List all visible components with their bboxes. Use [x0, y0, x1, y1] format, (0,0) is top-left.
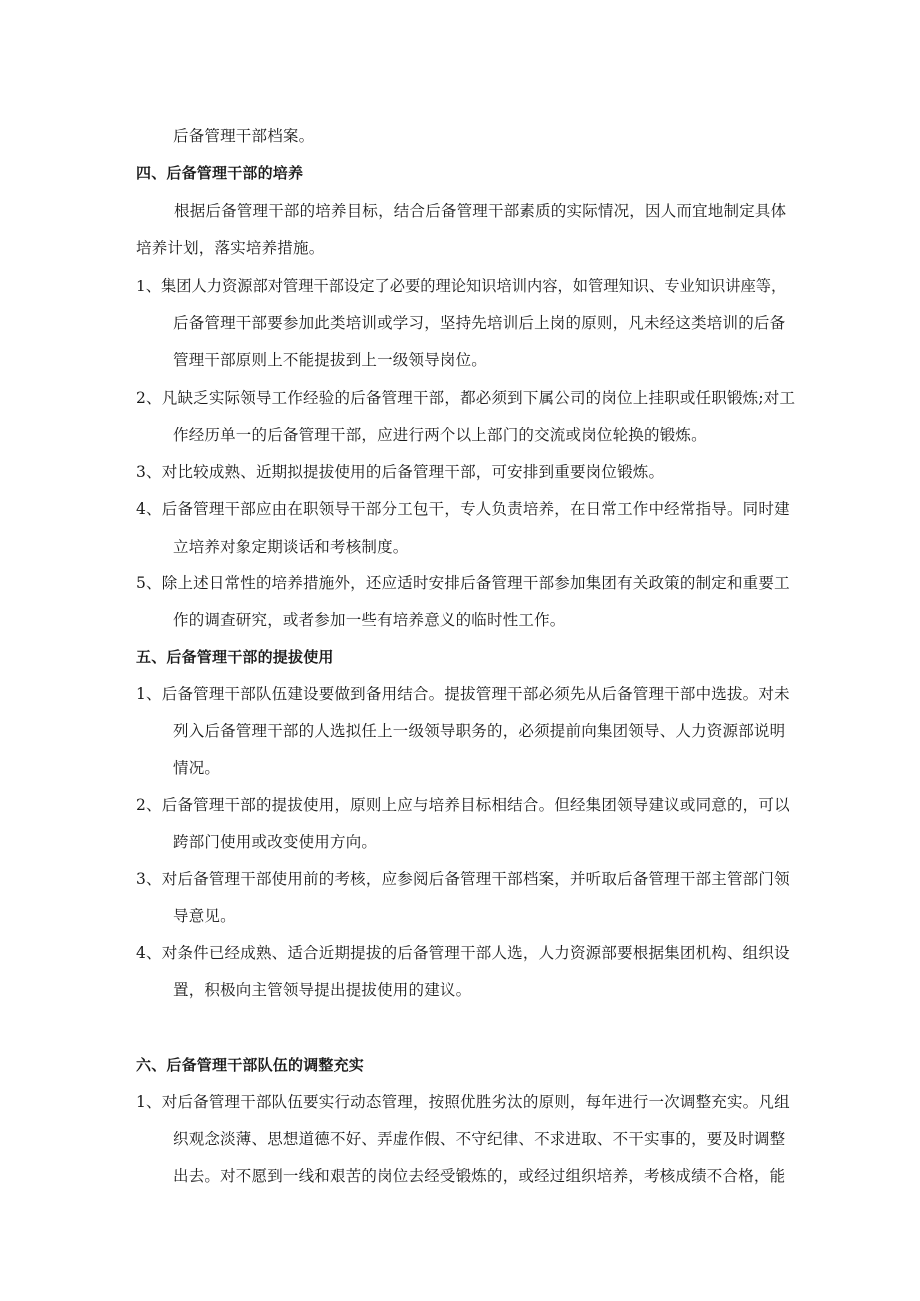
section-heading-4: 四、后备管理干部的培养 [136, 164, 304, 182]
list-item-text: 跨部门使用或改变使用方向。 [173, 833, 378, 851]
list-item-text: 4、对条件已经成熟、适合近期提拔的后备管理干部人选，人力资源部要根据集团机构、组织设 [136, 944, 790, 962]
list-item-text: 2、凡缺乏实际领导工作经验的后备管理干部，都必须到下属公司的岗位上挂职或任职锻炼;对工 [136, 389, 796, 407]
list-item-text: 1、集团人力资源部对管理干部设定了必要的理论知识培训内容，如管理知识、专业知识讲座等， [136, 277, 787, 295]
list-item-text: 后备管理干部要参加此类培训或学习，坚持先培训后上岗的原则，凡未经这类培训的后备 [173, 314, 786, 332]
list-item-text: 置，积极向主管领导提出提拔使用的建议。 [173, 981, 472, 999]
body-text: 培养计划，落实培养措施。 [136, 239, 325, 257]
list-item-text: 立培养对象定期谈话和考核制度。 [173, 538, 409, 556]
list-item-text: 出去。对不愿到一线和艰苦的岗位去经受锻炼的，或经过组织培养，考核成绩不合格，能 [173, 1167, 786, 1185]
list-item-text: 作的调查研究，或者参加一些有培养意义的临时性工作。 [173, 611, 566, 629]
list-item-text: 导意见。 [173, 907, 236, 925]
list-item-text: 2、后备管理干部的提拔使用，原则上应与培养目标相结合。但经集团领导建议或同意的，可以 [136, 796, 790, 814]
list-item-text: 3、对后备管理干部使用前的考核，应参阅后备管理干部档案，并听取后备管理干部主管部门领 [136, 870, 790, 888]
list-item-text: 5、除上述日常性的培养措施外，还应适时安排后备管理干部参加集团有关政策的制定和重要工 [136, 574, 790, 592]
list-item-text: 管理干部原则上不能提拔到上一级领导岗位。 [173, 351, 488, 369]
list-item-text: 4、后备管理干部应由在职领导干部分工包干，专人负责培养，在日常工作中经常指导。同时建 [136, 500, 790, 518]
list-item-text: 情况。 [173, 759, 221, 777]
list-item-text: 1、对后备管理干部队伍要实行动态管理，按照优胜劣汰的原则，每年进行一次调整充实。凡组 [136, 1093, 790, 1111]
section-heading-6: 六、后备管理干部队伍的调整充实 [136, 1056, 365, 1074]
list-item-text: 作经历单一的后备管理干部，应进行两个以上部门的交流或岗位轮换的锻炼。 [173, 426, 707, 444]
list-item-text: 织观念淡薄、思想道德不好、弄虚作假、不守纪律、不求进取、不干实事的，要及时调整 [173, 1130, 786, 1148]
body-text: 根据后备管理干部的培养目标，结合后备管理干部素质的实际情况，因人而宜地制定具体 [174, 202, 787, 220]
list-item-text: 1、后备管理干部队伍建设要做到备用结合。提拔管理干部必须先从后备管理干部中选拔。对未 [136, 685, 790, 703]
list-item-text: 列入后备管理干部的人选拟任上一级领导职务的，必须提前向集团领导、人力资源部说明 [173, 722, 786, 740]
section-heading-5: 五、后备管理干部的提拔使用 [136, 648, 334, 666]
body-text: 后备管理干部档案。 [173, 127, 315, 145]
list-item-text: 3、对比较成熟、近期拟提拔使用的后备管理干部，可安排到重要岗位锻炼。 [136, 463, 665, 481]
